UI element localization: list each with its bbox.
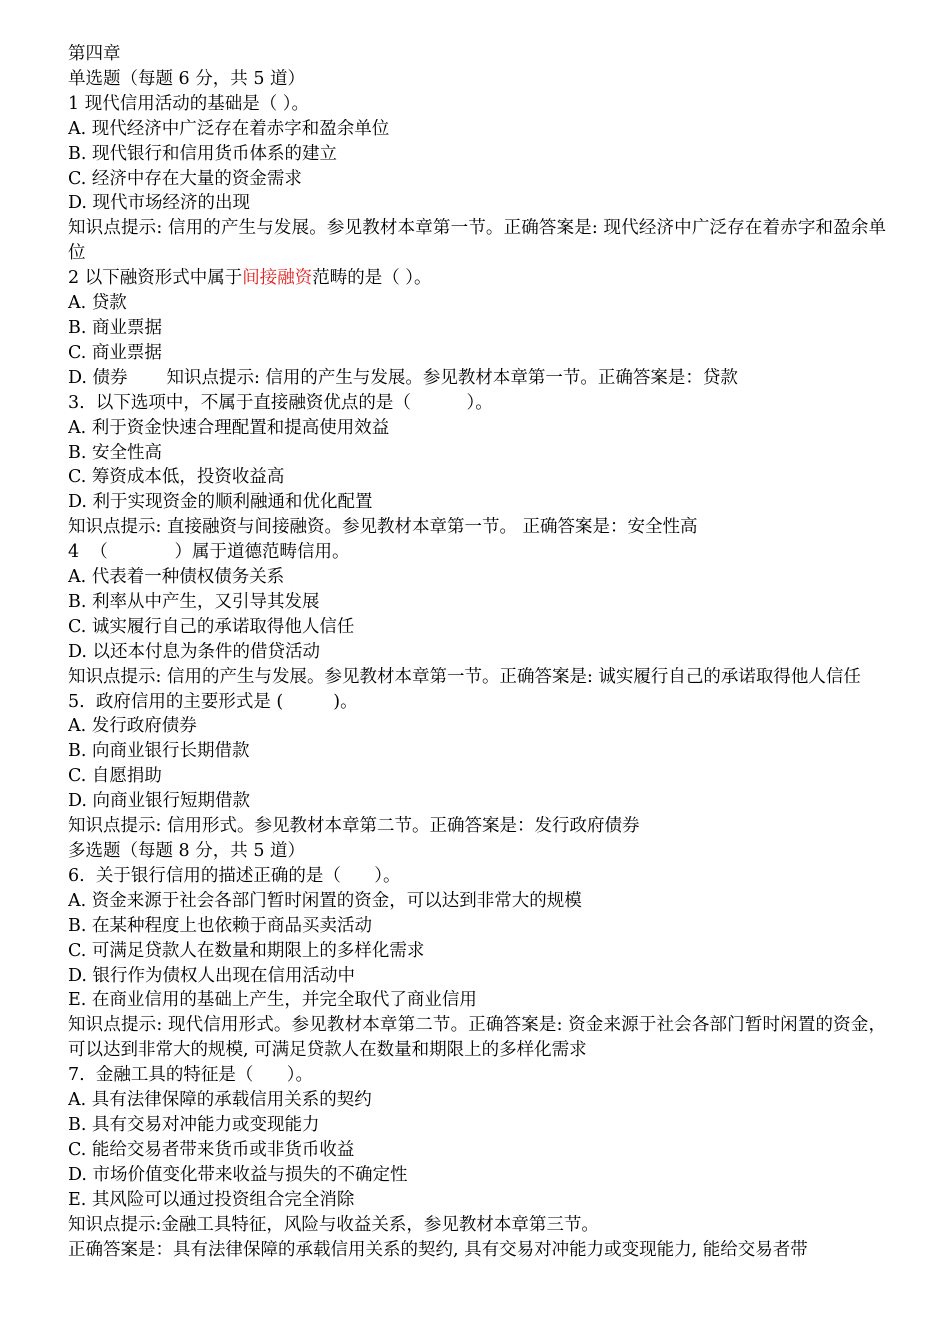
option-c: C. 能给交易者带来货币或非货币收益 (68, 1139, 355, 1160)
option-d: D. 现代市场经济的出现 (68, 193, 251, 214)
option-a: A. 现代经济中广泛存在着赤字和盈余单位 (68, 118, 390, 139)
option-c: C. 筹资成本低，投资收益高 (68, 467, 285, 488)
knowledge-hint: 知识点提示: 信用形式。参见教材本章第二节。正确答案是：发行政府债券 (68, 816, 640, 837)
question-4: 4 （ ）属于道德范畴信用。 (68, 542, 350, 563)
option-d: D. 以还本付息为条件的借贷活动 (68, 641, 321, 662)
question-3: 3. 以下选项中，不属于直接融资优点的是（ ）。 (68, 392, 493, 413)
question-6: 6. 关于银行信用的描述正确的是（ ）。 (68, 865, 401, 886)
option-b: B. 现代银行和信用货币体系的建立 (68, 143, 337, 164)
option-a: A. 利于资金快速合理配置和提高使用效益 (68, 417, 390, 438)
option-c: C. 可满足贷款人在数量和期限上的多样化需求 (68, 940, 425, 961)
question-2-text: 2 以下融资形式中属于 (68, 268, 243, 289)
option-c: C. 经济中存在大量的资金需求 (68, 168, 302, 189)
option-b: B. 商业票据 (68, 317, 162, 338)
option-d: D. 银行作为债权人出现在信用活动中 (68, 965, 356, 986)
knowledge-hint: 知识点提示:金融工具特征，风险与收益关系，参见教材本章第三节。 (68, 1214, 599, 1235)
highlighted-term: 间接融资 (242, 268, 313, 289)
option-d-with-hint: D. 债券 知识点提示: 信用的产生与发展。参见教材本章第一节。正确答案是：贷款 (68, 367, 738, 388)
option-c: C. 诚实履行自己的承诺取得他人信任 (68, 616, 355, 637)
option-a: A. 代表着一种债权债务关系 (68, 567, 285, 588)
option-d: D. 利于实现资金的顺利融通和优化配置 (68, 492, 373, 513)
option-e: E. 在商业信用的基础上产生，并完全取代了商业信用 (68, 990, 477, 1011)
section-heading-multi: 多选题（每题 8 分，共 5 道） (68, 841, 306, 861)
option-c: C. 商业票据 (68, 342, 162, 363)
question-1: 1 现代信用活动的基础是（ ）。 (68, 93, 310, 114)
option-b: B. 具有交易对冲能力或变现能力 (68, 1114, 320, 1135)
chapter-title: 第四章 (68, 44, 121, 64)
knowledge-hint: 知识点提示: 现代信用形式。参见教材本章第二节。正确答案是: 资金来源于社会各部门暂时闲置的资金，可以达到非常大的规模, 可满足贷款人在数量和期限上的多样化需求 (68, 1015, 886, 1061)
knowledge-hint: 知识点提示: 直接融资与间接融资。参见教材本章第一节。 正确答案是：安全性高 (68, 517, 698, 538)
option-d: D. 向商业银行短期借款 (68, 791, 251, 812)
correct-answer: 正确答案是：具有法律保障的承载信用关系的契约, 具有交易对冲能力或变现能力, 能给交易者带 (68, 1239, 808, 1260)
question-2-text-end: 范畴的是（ ）。 (312, 268, 432, 289)
option-d: D. 市场价值变化带来收益与损失的不确定性 (68, 1164, 408, 1185)
option-e: E. 其风险可以通过投资组合完全消除 (68, 1189, 355, 1210)
document-page (68, 42, 886, 1262)
option-b: B. 在某种程度上也依赖于商品买卖活动 (68, 915, 372, 936)
knowledge-hint: 知识点提示: 信用的产生与发展。参见教材本章第一节。正确答案是: 现代经济中广泛存在着赤字和盈余单位 (68, 218, 886, 264)
option-b: B. 安全性高 (68, 442, 162, 463)
question-5: 5. 政府信用的主要形式是 ( )。 (68, 691, 358, 712)
option-a: A. 具有法律保障的承载信用关系的契约 (68, 1090, 372, 1111)
option-b: B. 向商业银行长期借款 (68, 741, 250, 762)
option-c: C. 自愿捐助 (68, 766, 162, 787)
question-7: 7. 金融工具的特征是（ ）。 (68, 1065, 313, 1086)
option-a: A. 资金来源于社会各部门暂时闲置的资金，可以达到非常大的规模 (68, 890, 582, 911)
knowledge-hint: 知识点提示: 信用的产生与发展。参见教材本章第一节。正确答案是: 诚实履行自己的承诺取得他人信任 (68, 666, 861, 687)
option-a: A. 发行政府债券 (68, 716, 197, 737)
option-b: B. 利率从中产生，又引导其发展 (68, 591, 320, 612)
option-a: A. 贷款 (68, 293, 127, 314)
section-heading-single: 单选题（每题 6 分，共 5 道） (68, 68, 306, 89)
question-2 (68, 266, 886, 291)
